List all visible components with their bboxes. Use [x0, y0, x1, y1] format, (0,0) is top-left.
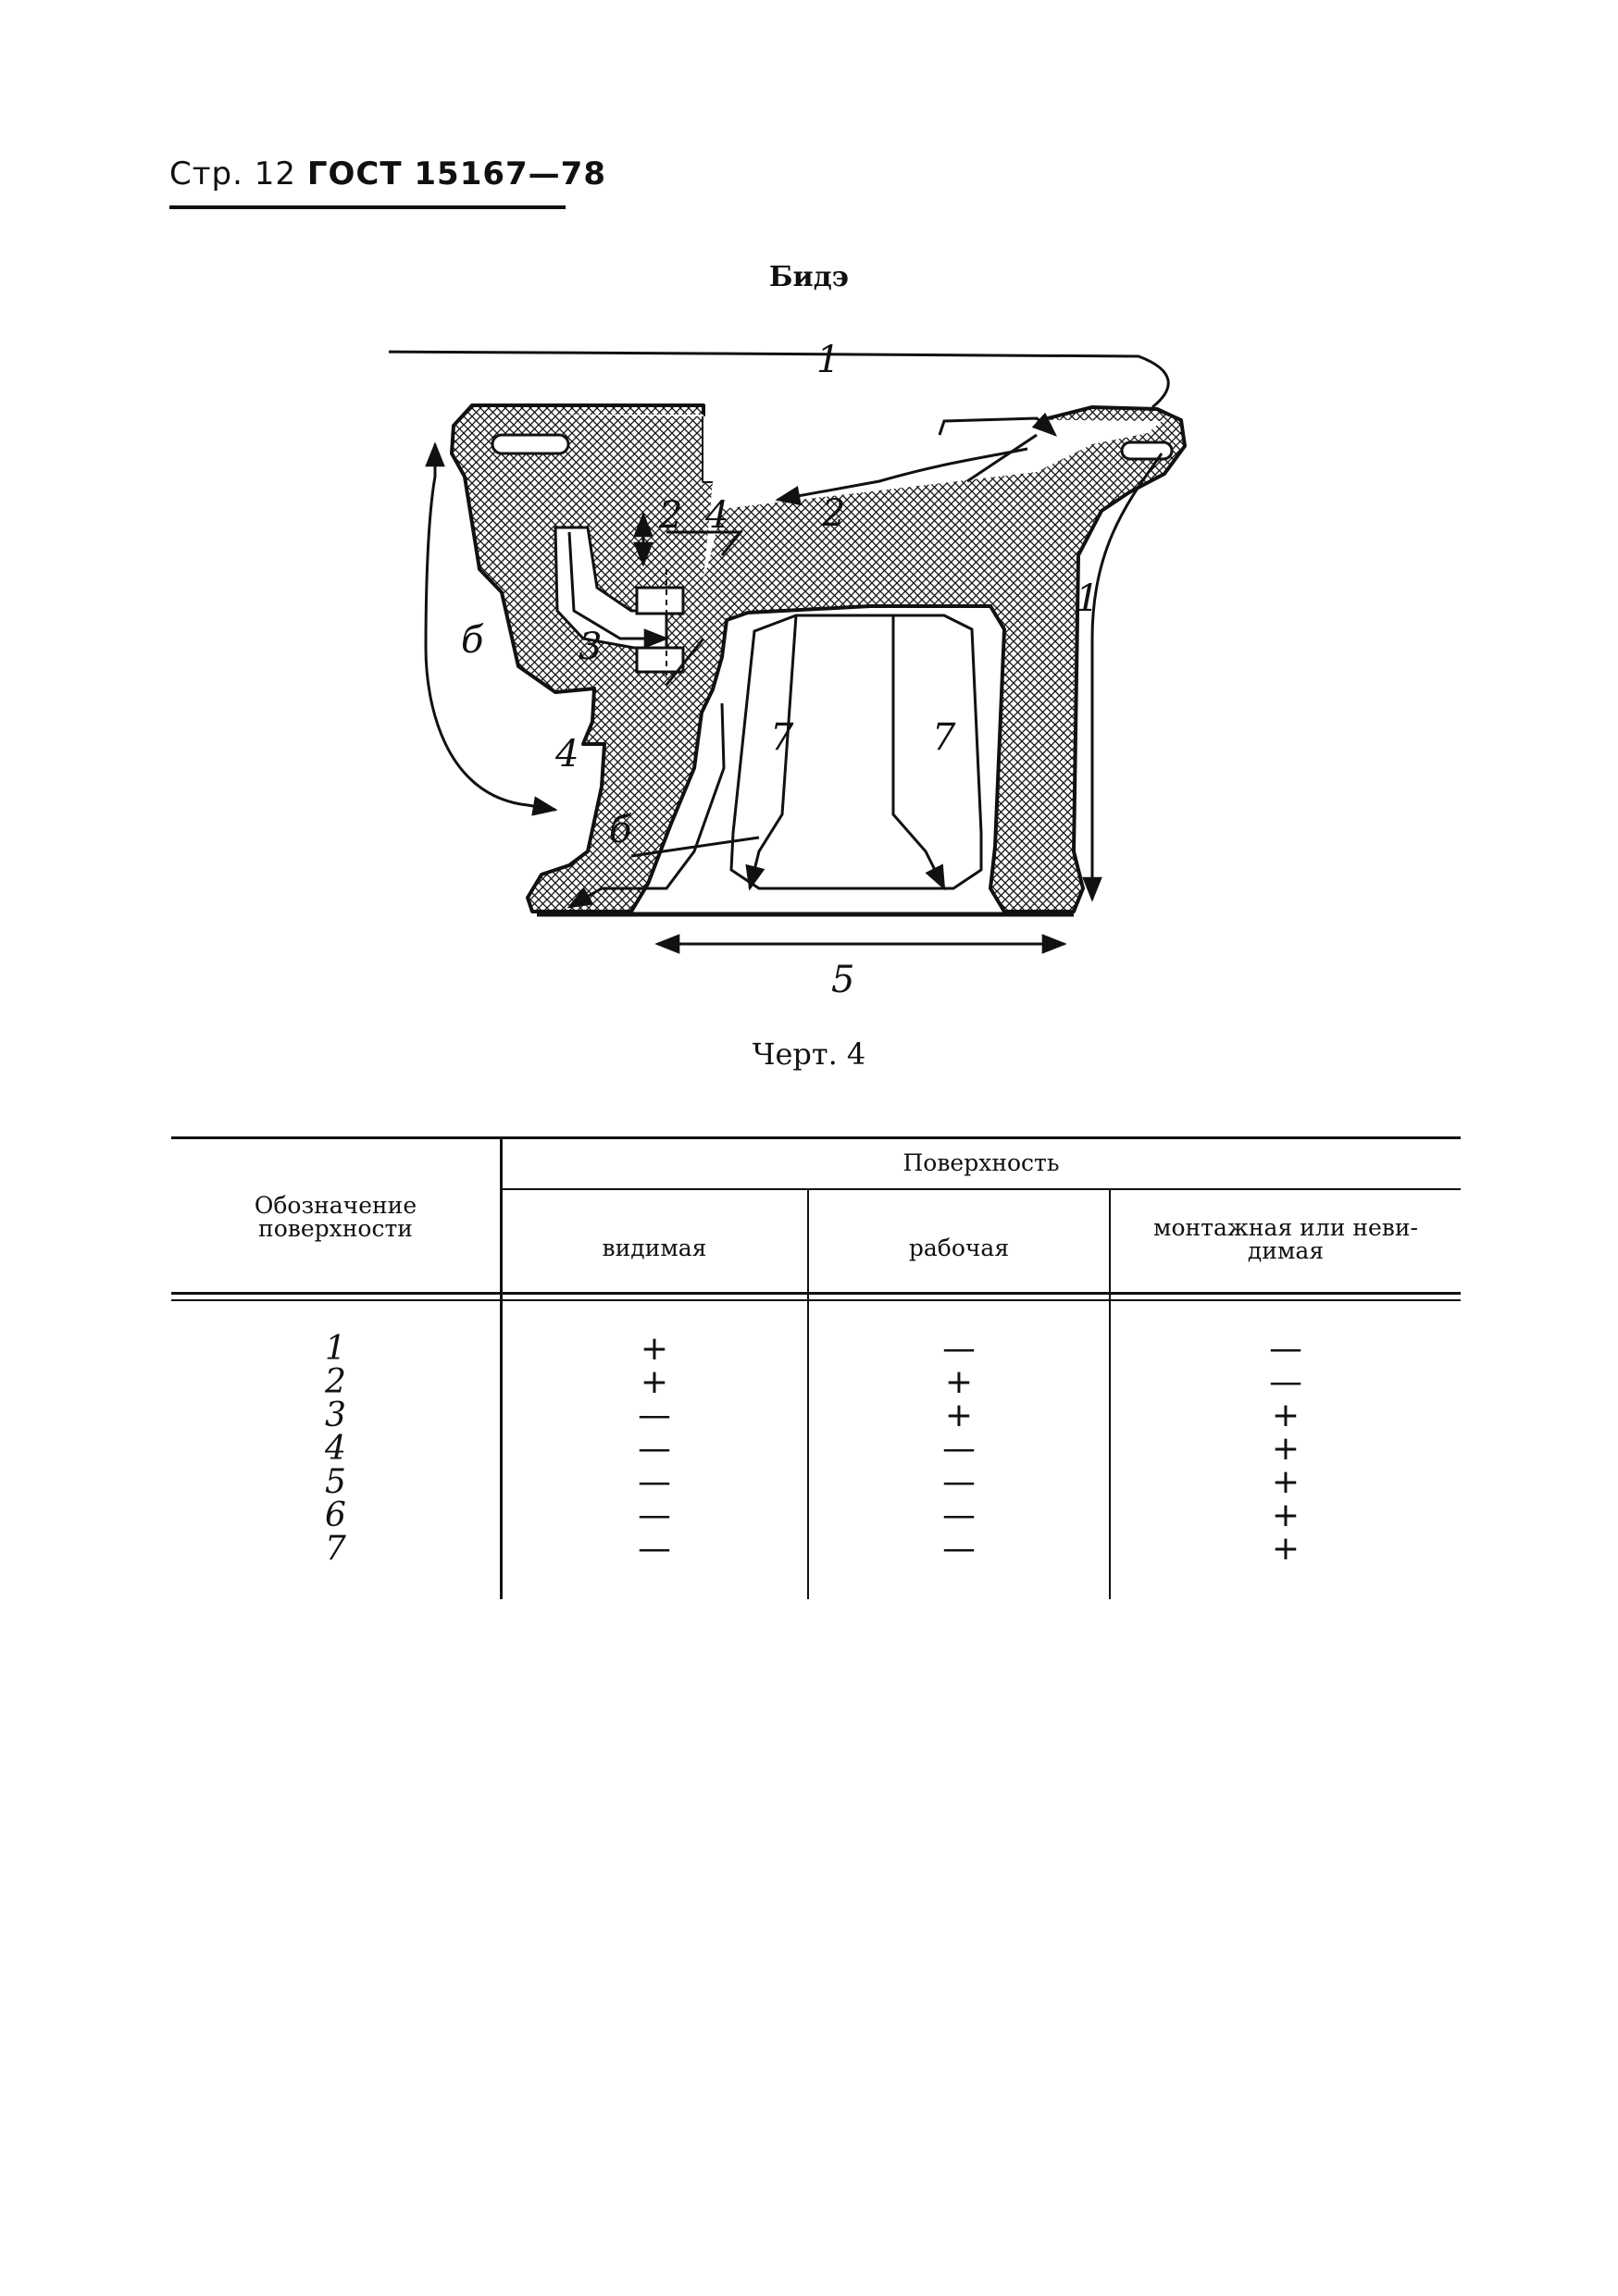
nozzle-slot-lower: [637, 648, 683, 672]
table-cell: —: [942, 1330, 976, 1368]
figure-label: 2: [659, 494, 683, 537]
table-row-id: 6: [325, 1496, 346, 1534]
figure-label: 5: [831, 959, 855, 1001]
table-cell: +: [640, 1363, 669, 1401]
table-cell: +: [1271, 1430, 1301, 1468]
nozzle-slot-upper: [637, 588, 683, 614]
header-rule: [169, 205, 566, 209]
designation-column: [171, 1330, 500, 1568]
table-cell: +: [944, 1396, 974, 1434]
header-surface: Поверхность: [902, 1149, 1060, 1176]
table-cell: +: [1271, 1496, 1301, 1534]
figure-label: 3: [579, 626, 603, 668]
surface-table: [171, 1136, 1461, 1599]
table-cell: —: [942, 1496, 976, 1534]
mounting-column: [1111, 1330, 1461, 1568]
table-cell: —: [638, 1530, 671, 1568]
bidet-cross-section-drawing: [389, 333, 1240, 1009]
figure-label: 7: [770, 716, 794, 759]
header-visible: видимая: [602, 1235, 707, 1261]
table-cell: —: [1269, 1363, 1302, 1401]
figure-label: 4: [705, 494, 729, 537]
table-row-id: 7: [325, 1530, 346, 1568]
rim-slot-left: [492, 435, 568, 453]
table-cell: +: [1271, 1463, 1301, 1501]
table-row-id: 4: [325, 1430, 346, 1468]
table-row-id: 5: [325, 1463, 346, 1501]
table-row-id: 2: [325, 1363, 346, 1401]
figure-caption: Черт. 4: [752, 1036, 866, 1072]
table-cell: —: [638, 1430, 671, 1468]
table-cell: —: [638, 1396, 671, 1434]
figure-label: 1: [1076, 577, 1100, 620]
figure-label: 1: [816, 339, 840, 381]
header-mounting: монтажная или неви- димая: [1153, 1214, 1418, 1264]
standard-number: ГОСТ 15167—78: [306, 155, 606, 192]
section-title: Бидэ: [768, 261, 850, 293]
table-cell: +: [1271, 1396, 1301, 1434]
table-cell: —: [942, 1530, 976, 1568]
table-cell: +: [1271, 1530, 1301, 1568]
table-row-id: 3: [325, 1396, 346, 1434]
table-cell: —: [942, 1463, 976, 1501]
working-column: [809, 1330, 1109, 1568]
table-cell: —: [638, 1463, 671, 1501]
visible-column: [502, 1330, 807, 1568]
figure-label: б: [461, 619, 484, 662]
table-row-id: 1: [325, 1330, 346, 1368]
page-header: [169, 155, 606, 192]
figure-label: 4: [555, 733, 579, 776]
table-cell: —: [1269, 1330, 1302, 1368]
figure-label: 2: [822, 492, 846, 535]
table-cell: +: [944, 1363, 974, 1401]
table-cell: —: [942, 1430, 976, 1468]
rim-slot-right: [1122, 442, 1172, 459]
figure-label: 7: [932, 716, 956, 759]
table-cell: +: [640, 1330, 669, 1368]
table-cell: —: [638, 1496, 671, 1534]
header-designation: Обозначение поверхности: [254, 1192, 417, 1242]
header-working: рабочая: [908, 1235, 1010, 1261]
figure-label: б: [609, 809, 632, 851]
page-number: Стр. 12: [169, 155, 297, 192]
